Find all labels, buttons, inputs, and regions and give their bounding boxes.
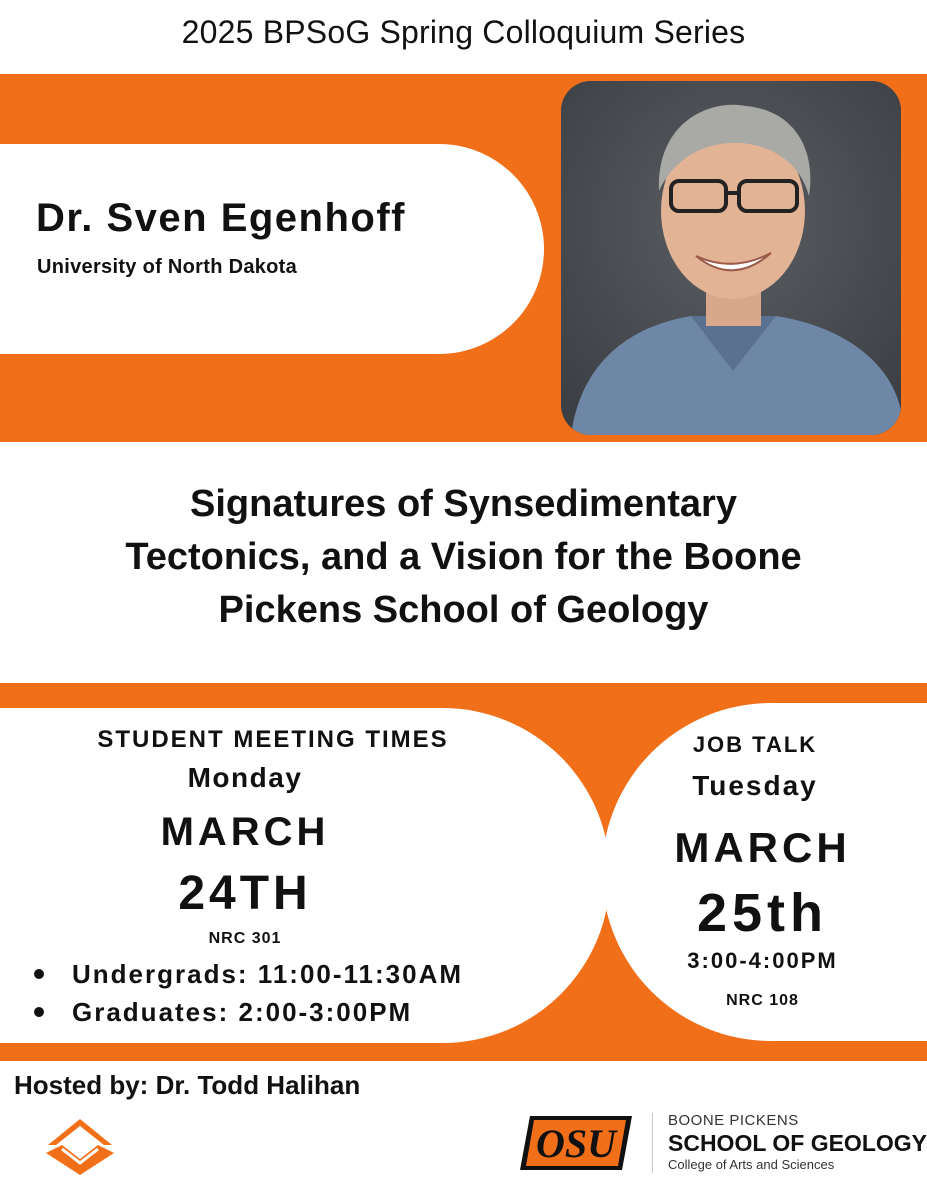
job-talk-label: JOB TALK <box>692 732 818 757</box>
brand-line-1: BOONE PICKENS <box>668 1112 799 1129</box>
talk-title <box>40 478 887 637</box>
job-talk-date: 25th <box>696 883 829 943</box>
brand-line-2: SCHOOL OF GEOLOGY <box>668 1130 927 1156</box>
speaker-name: Dr. Sven Egenhoff <box>36 196 406 240</box>
speaker-name-pill <box>0 144 544 354</box>
bullet-icon <box>34 969 44 979</box>
mountain-logo-icon <box>42 1115 118 1175</box>
bullet-icon <box>34 1007 44 1017</box>
osu-logo-text: OSU <box>535 1121 617 1166</box>
student-meeting-label: STUDENT MEETING TIMES <box>97 726 449 753</box>
student-meeting-month: MARCH <box>160 810 330 854</box>
talk-title-line: Pickens School of Geology <box>218 589 709 631</box>
list-item <box>34 955 463 993</box>
osu-logo-icon <box>516 1110 636 1176</box>
student-meeting-date: 24TH <box>178 867 312 920</box>
job-talk-day: Tuesday <box>692 770 818 801</box>
student-meeting-room: NRC 301 <box>208 930 282 947</box>
hosted-by: Hosted by: Dr. Todd Halihan <box>14 1070 361 1100</box>
session-text: Graduates: 2:00-3:00PM <box>72 997 413 1027</box>
talk-title-line: Signatures of Synsedimentary <box>190 483 737 525</box>
student-meeting-day: Monday <box>187 762 303 793</box>
student-session-list <box>34 955 463 1031</box>
speaker-affiliation: University of North Dakota <box>37 256 298 278</box>
brand-divider <box>652 1113 653 1173</box>
brand-line-3: College of Arts and Sciences <box>668 1157 835 1172</box>
speaker-portrait-icon <box>561 81 901 435</box>
session-text: Undergrads: 11:00-11:30AM <box>72 959 464 989</box>
job-talk-month: MARCH <box>674 824 851 871</box>
job-talk-time: 3:00-4:00PM <box>687 948 838 973</box>
series-title: 2025 BPSoG Spring Colloquium Series <box>181 14 746 50</box>
speaker-photo <box>561 81 901 435</box>
talk-title-line: Tectonics, and a Vision for the Boone <box>125 536 802 578</box>
job-talk-room: NRC 108 <box>726 992 799 1009</box>
list-item <box>34 993 463 1031</box>
